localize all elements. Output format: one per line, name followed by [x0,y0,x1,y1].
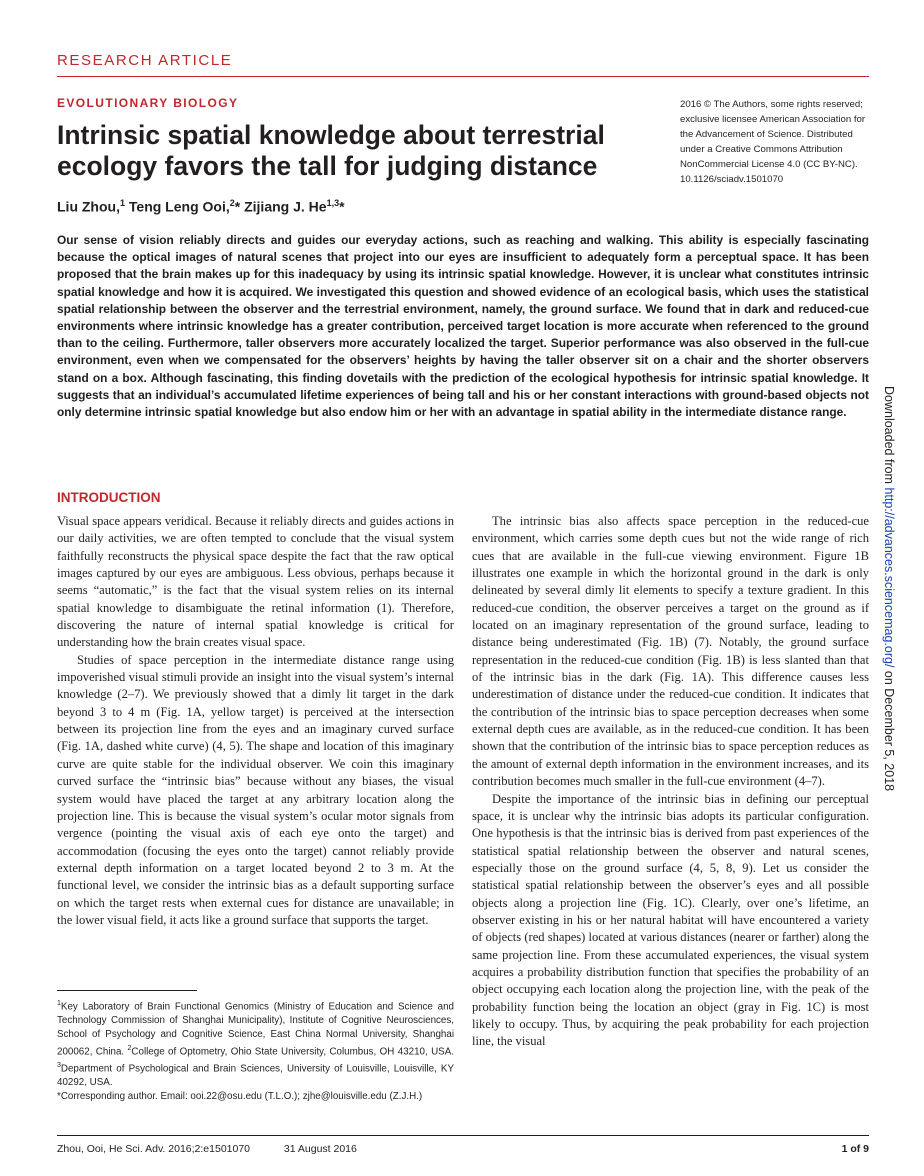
article-title: Intrinsic spatial knowledge about terrestrial ecology favors the tall for judging distance [57,120,605,181]
affiliation-marker: 2 [229,198,235,208]
footnote-divider [57,990,197,991]
download-prefix: Downloaded from [882,386,896,488]
section-heading-introduction: INTRODUCTION [57,490,161,505]
body-paragraph: Visual space appears veridical. Because it reliably directs and guides actions in our daily activities, we are often tempted to conclude that the visual system faithfully reconstructs the physical space despite the fact that the raw optical images captured by our eyes are ambiguous. Less obvious, perhaps because it seems “automatic,” is the fact that the visual system relies on its internal spatial knowledge to disambiguate the retinal information (1). Therefore, discovering the nature of internal spatial knowledge is critical for understanding how the brain creates visual space. [57,514,454,650]
download-link[interactable]: http://advances.sciencemag.org/ [882,487,896,668]
affiliation-text: Department of Psychological and Brain Sciences, University of Louisville, Louisville, KY 40292, USA. [57,1063,454,1089]
header-divider [57,76,869,77]
doi: 10.1126/sciadv.1501070 [680,174,784,185]
corresponding-marker: * [234,198,241,215]
affiliation-marker: 1 [57,1000,61,1007]
author-name: Liu Zhou, [57,198,120,215]
body-paragraph: The intrinsic bias also affects space perception in the reduced-cue environment, which carries some depth cues but not the wide range of rich cues that are available in the full-cue viewing environment. Figure 1B illustrates one example in which the horizontal ground in the dark is only delineated by several dimly lit elements to specify a texture gradient. In this reduced-cue condition, the observer perceives a target on the ground as if located on an imaginary representation of the ground surface, leading to distance being underestimated (Fig. 1B) (7). Notably, the ground surface representation in the reduced-cue condition (Fig. 1B) is less slanted than that of the intrinsic bias in the dark (Fig. 1A). This difference causes less underestimation of distance under the reduced-cue condition. It indicates that the contribution of the intrinsic bias to space perception decreases when some external depth cues are available, as in the reduced-cue condition. It has been shown that the contribution of the intrinsic bias to space perception reduces as the amount of external depth information in the environment increases, and its contribution becomes much smaller in the full-cue environment (4–7). [472,514,869,789]
body-paragraph: Despite the importance of the intrinsic bias in defining our perceptual space, it is unclear why the intrinsic bias adopts its particular configuration. One hypothesis is that the intrinsic bias is derived from past experiences of the statistical spatial relationship between the observer and natural scenes, especially those on the ground surface (4, 5, 8, 9). Let us consider the statistical spatial relationship between the observer’s eyes and all possible objects along a projection line (Fig. 1C). Clearly, over one’s lifetime, an observer existing in his or her natural habitat will have encountered a variety of objects (red shapes) located at various distances (nearer or farther) along the same projection line. From these accumulated experiences, the visual system acquires a probability distribution function that specifies the probability of an object occupying each location along the projection line, with the peak of the probability function being the location an object (gray in Fig. 1C) is most likely to occupy. Thus, by acquiring the peak probability for each projection line, the visual [472,791,869,1049]
affiliations [57,997,454,1090]
abstract: Our sense of vision reliably directs and guides our everyday actions, such as reaching and walking. This ability is especially fascinating because the optical images of natural scenes that project into our eyes are insufficient to adequately form a perceptual space. It has been proposed that the brain makes up for this inadequacy by using its intrinsic spatial knowledge. However, it is unclear what constitutes intrinsic spatial knowledge and how it is acquired. We investigated this question and showed evidence of an ecological basis, which uses the statistical spatial relationship between the observer and the terrestrial environment, namely, the ground surface. We found that in dark and reduced-cue environments where intrinsic knowledge has a greater contribution, perceived target location is more accurate when referenced to the ground than to the ceiling. Furthermore, taller observers more accurately localized the target. Superior performance was also observed in the full-cue environment, even when we compensated for the observers’ heights by having the taller observer sit on a chair and the shorter observers stand on a box. Although fascinating, this finding dovetails with the prediction of the ecological hypothesis for intrinsic spatial knowledge. It suggests that an individual’s accumulated lifetime experiences of being tall and his or her constant interactions with ground-based objects not only determine intrinsic spatial knowledge but also endow him or her with an advantage in spatial ability in the intermediate distance range. [57,233,869,420]
body-paragraph: Studies of space perception in the intermediate distance range using impoverished visual stimuli provide an insight into the visual system’s internal knowledge (2–7). We previously showed that a dimly lit target in the dark beyond 3 to 4 m (Fig. 1A, yellow target) is perceived at the intersection between its projection line from the eyes and an imaginary curved surface (Fig. 1A, dashed white curve) (4, 5). The shape and location of this imaginary curve are quite stable for the individual observer. We coin this imaginary curved surface the “intrinsic bias” because without any biases, the visual system would have placed the target at any arbitrary location along the projection line. This is because the visual system’s ocular motor signals from vergence (pointing the visual axis of each eye onto the target) and accommodation (focusing the eyes onto the target) cannot reliably provide external depth information on a target located beyond 2 to 3 m. At the functional level, we consider the intrinsic bias as a default supporting surface on which the target rests when external cues for distance are unavailable; in the lower visual field, it acts like a ground surface that supports the target. [57,652,454,927]
publication-date: 31 August 2016 [283,1143,357,1155]
page-number: 1 of 9 [841,1143,869,1155]
corresponding-author: *Corresponding author. Email: ooi.22@osu.edu (T.L.O.); zjhe@louisville.edu (Z.J.H.) [57,1091,423,1103]
affiliation-marker: 2 [127,1044,132,1052]
affiliation-marker: 1,3 [326,198,340,208]
citation-text: Zhou, Ooi, He Sci. Adv. 2016;2:e1501070 [57,1143,251,1155]
affiliation-marker: 3 [57,1062,61,1070]
download-suffix: on December 5, 2018 [882,667,896,792]
section-tag: EVOLUTIONARY BIOLOGY [57,96,239,110]
copyright-line: NonCommercial License 4.0 (CC BY-NC). [680,159,858,170]
footer-citation [57,1143,357,1155]
right-column [472,513,869,1051]
article-type-label: RESEARCH ARTICLE [57,52,233,69]
affiliation-text: Key Laboratory of Brain Functional Genomics (Ministry of Education and Science and Technology Commission of Shanghai Municipality), Institute of Cognitive Neurosciences, School of Psychology and Cognitive Science, East China Normal University, Shanghai 200062, China. [57,1001,454,1058]
copyright-line: the Advancement of Science. Distributed [680,129,853,140]
copyright-notice [680,97,880,187]
affiliations-footnote [57,997,454,1104]
affiliation-marker: 1 [119,198,125,208]
copyright-line: 2016 © The Authors, some rights reserved; [680,99,863,110]
copyright-line: exclusive licensee American Association for [680,114,866,125]
affiliation-text: College of Optometry, Ohio State University, Columbus, OH 43210, USA. [131,1046,454,1058]
download-notice [882,386,896,791]
left-column [57,513,454,929]
corresponding-marker: * [339,198,345,215]
author-name: Zijiang J. He [244,198,327,215]
author-list [57,198,345,215]
copyright-line: under a Creative Commons Attribution [680,144,843,155]
footer-divider [57,1135,869,1136]
author-name: Teng Leng Ooi, [128,198,230,215]
